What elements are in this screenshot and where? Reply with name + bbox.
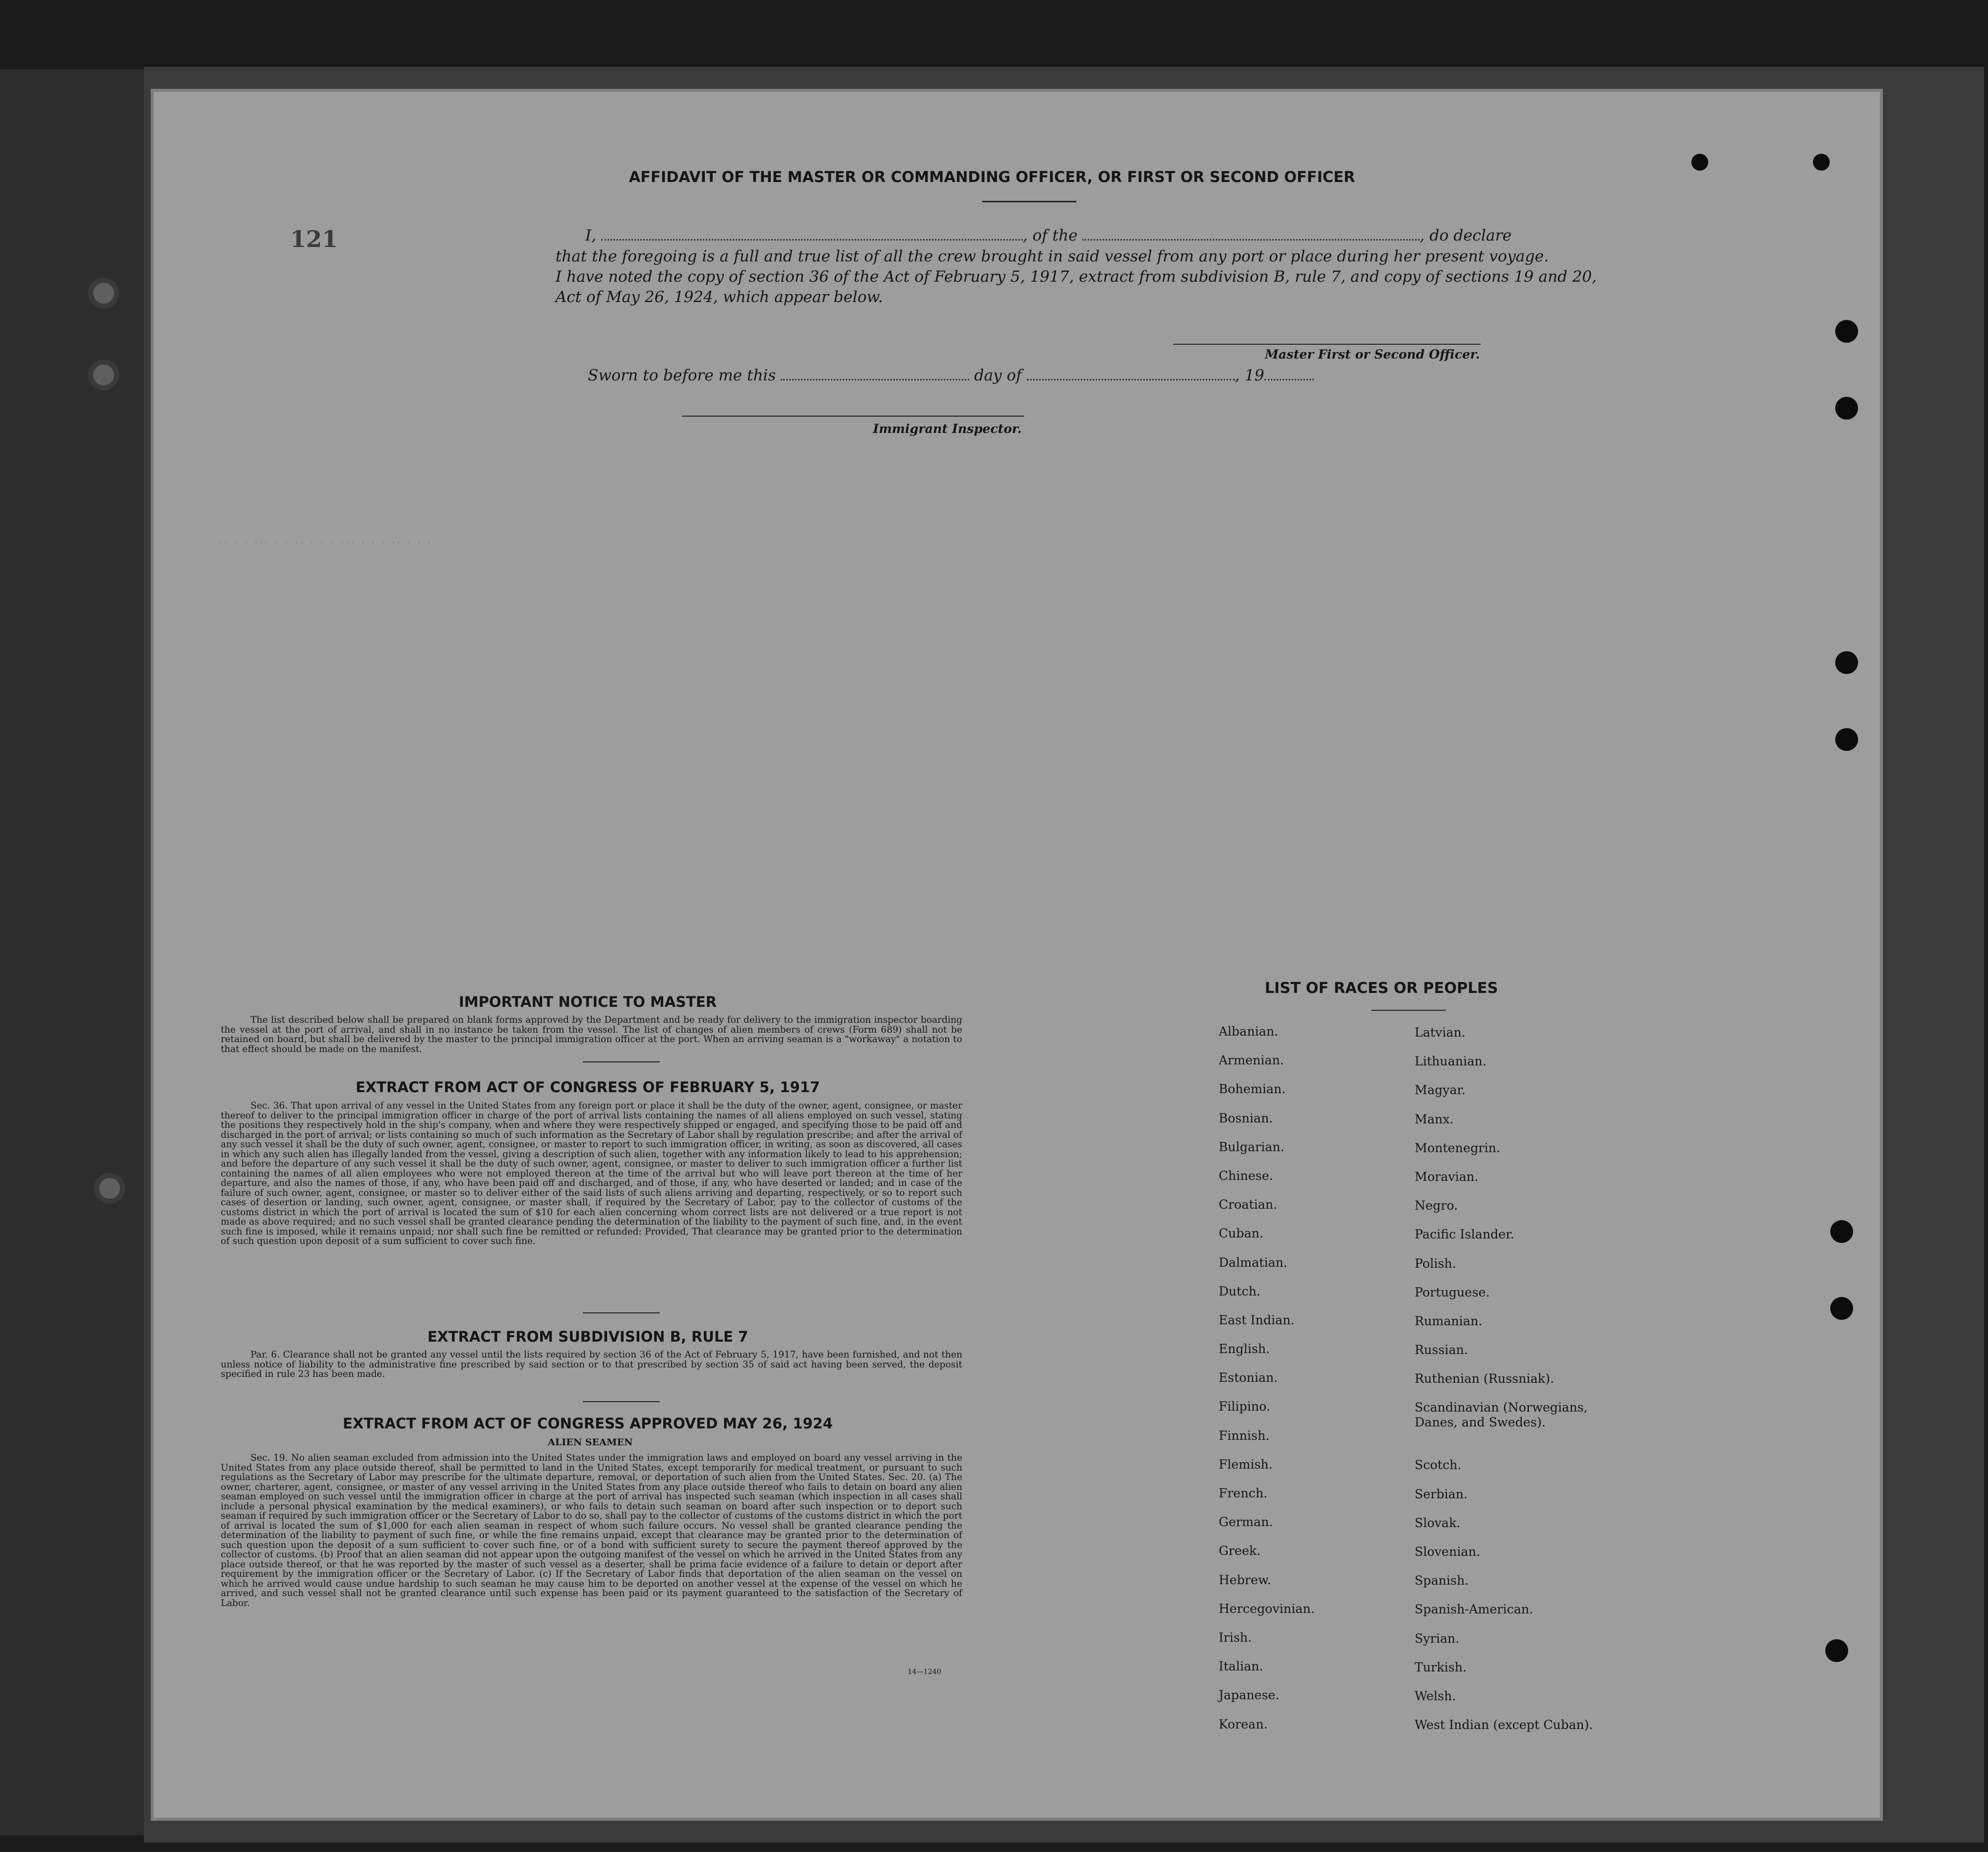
affidavit-do-declare: , do declare — [1420, 227, 1512, 245]
race-item: Ruthenian (Russniak). — [1415, 1371, 1554, 1386]
day-blank — [781, 366, 969, 380]
race-item: Spanish-American. — [1415, 1602, 1533, 1617]
binder-edge — [0, 69, 164, 1835]
affidavit-i: I, — [585, 227, 597, 245]
title-rule — [982, 201, 1076, 202]
race-item: French. — [1219, 1486, 1268, 1500]
extract-1917-title: EXTRACT FROM ACT OF CONGRESS OF FEBRUARY 5, 1917 — [355, 1079, 820, 1096]
sheet-hole — [1830, 1297, 1853, 1320]
race-item: Chinese. — [1219, 1168, 1273, 1183]
sworn-year: , 19 — [1235, 367, 1264, 384]
race-item: Dalmatian. — [1219, 1255, 1288, 1270]
race-item: Scandinavian (Norwegians, Danes, and Swedes). — [1415, 1400, 1588, 1430]
manifest-sheet — [154, 92, 1880, 1818]
vessel-blank — [1082, 226, 1420, 241]
race-item: Finnish. — [1219, 1428, 1270, 1443]
sheet-hole — [1835, 320, 1858, 343]
sheet-hole — [1830, 1220, 1853, 1243]
page-stamp: 121 — [290, 226, 338, 252]
sworn-before: Sworn to before me this — [588, 367, 776, 384]
race-item: Estonian. — [1219, 1370, 1278, 1385]
race-item: Bosnian. — [1219, 1111, 1273, 1125]
form-number: 14—1240 — [908, 1668, 941, 1676]
races-column-2 — [1415, 1025, 1623, 1746]
race-item: Croatian. — [1219, 1197, 1278, 1212]
sheet-hole — [1835, 651, 1858, 674]
rule7-body: Par. 6. Clearance shall not be granted any vessel until the lists required by section 36 of the Act of February 5, 1917, have been furnished, and not then unless notice of liability to the administrative fine prescribed by said section or to that prescribed by section 35 of said act having been served, the deposit specified in rule 23 has been made. — [221, 1350, 962, 1379]
race-item: Lithuanian. — [1415, 1054, 1487, 1069]
year-blank — [1264, 366, 1314, 380]
race-item: Pacific Islander. — [1415, 1227, 1514, 1242]
race-item: Scotch. — [1415, 1458, 1462, 1473]
binder-hole — [88, 360, 119, 390]
race-item: Montenegrin. — [1415, 1140, 1500, 1155]
race-item: Welsh. — [1415, 1688, 1456, 1703]
race-item: Moravian. — [1415, 1169, 1479, 1184]
race-item: Filipino. — [1219, 1399, 1270, 1414]
race-item: German. — [1219, 1515, 1273, 1530]
race-item: Cuban. — [1219, 1226, 1264, 1241]
sheet-hole — [1835, 728, 1858, 751]
race-item: Bohemian. — [1219, 1082, 1286, 1097]
section-divider — [583, 1312, 660, 1313]
race-item: Rumanian. — [1415, 1313, 1483, 1328]
binder-hole — [94, 1173, 125, 1204]
race-item: Hebrew. — [1219, 1572, 1271, 1587]
race-item: Japanese. — [1219, 1688, 1280, 1703]
extract-1924-body: Sec. 19. No alien seaman excluded from admission into the United States under the immigration laws and employed on board any vessel arriving in the United States from any place outside thereof, shall be permitted to land in the United States, except temporarily for medical treatment, or pursuant to such regulations as the Secretary of Labor may prescribe for the ultimate departure, removal, or deportation of such alien from the United States. Sec. 20. (a) The owner, charterer, agent, consignee, or master of any vessel arriving in the United States from any place outside thereof who fails to detain on board any alien seaman employed on such vessel until the immigration officer in charge at the port of arrival has inspected such seaman (which inspection in all cases shall include a personal physical examination by the medical examiners), or who fails to detain such seaman on board after such inspection or to deport such seaman if required by such immigration officer or the Secretary of Labor to do so, shall pay to the collector of customs of the customs district in which the port of arrival is located the sum of $1,000 for each alien seaman in respect of whom such failure occurs. No vessel shall be granted clearance pending the determination of the liability to payment of such fine, or while the fine remains unpaid, except that clearance may be granted prior to the determination of such question upon the deposit of a sum sufficient to cover such fine, or of a bond with sufficient surety to secure the payment thereof approved by the collector of customs. (b) Proof that an alien seaman did not appear upon the outgoing manifest of the vessel on which he arrived in the United States from any place outside thereof, or that he was reported by the master of such vessel as a deserter, shall be prima facie evidence of a failure to detain or deport after requirement by the immigration officer or the Secretary of Labor. (c) If the Secretary of Labor finds that deportation of the alien seaman on the vessel on which he arrived would cause undue hardship to such seaman he may cause him to be deported on another vessel at the expense of the vessel on which he arrived, and such vessel shall not be granted clearance until such expense has been paid or its payment guaranteed to the satisfaction of the Secretary of Labor. — [221, 1453, 962, 1608]
race-item: Syrian. — [1415, 1631, 1460, 1646]
race-item: Dutch. — [1219, 1284, 1261, 1298]
inspector-signature-label: Immigrant Inspector. — [873, 422, 1022, 436]
affidavit-line1 — [585, 226, 1511, 246]
races-title: LIST OF RACES OR PEOPLES — [1264, 980, 1498, 997]
binder-hole — [88, 278, 119, 309]
race-item: Italian. — [1219, 1659, 1263, 1674]
affidavit-line4: Act of May 26, 1924, which appear below. — [556, 288, 883, 306]
master-signature-label: Master First or Second Officer. — [1265, 347, 1480, 362]
sworn-day-of: day of — [974, 367, 1022, 384]
rule7-title: EXTRACT FROM SUBDIVISION B, RULE 7 — [427, 1328, 748, 1345]
race-item: Hercegovinian. — [1219, 1601, 1315, 1616]
section-divider — [583, 1401, 660, 1402]
affidavit-of-the: , of the — [1022, 227, 1078, 245]
extract-1924-title: EXTRACT FROM ACT OF CONGRESS APPROVED MAY 26, 1924 — [343, 1415, 833, 1432]
race-item: Portuguese. — [1415, 1285, 1490, 1299]
race-item: English. — [1219, 1342, 1270, 1357]
affidavit-line2: that the foregoing is a full and true list of all the crew brought in said vessel from any port or place during her present voyage. — [556, 247, 1549, 265]
sworn-line — [588, 366, 1314, 385]
race-item: Manx. — [1415, 1111, 1454, 1126]
affidavit-title: AFFIDAVIT OF THE MASTER OR COMMANDING OFFICER, OR FIRST OR SECOND OFFICER — [628, 169, 1356, 186]
race-item: Latvian. — [1415, 1025, 1466, 1040]
notice-title: IMPORTANT NOTICE TO MASTER — [458, 993, 717, 1010]
month-blank — [1027, 366, 1235, 380]
race-item: Slovak. — [1415, 1515, 1461, 1530]
race-item: Armenian. — [1219, 1053, 1284, 1068]
master-signature-line — [1173, 344, 1481, 345]
name-blank — [601, 226, 1023, 241]
races-title-rule — [1371, 1010, 1446, 1011]
race-item: Greek. — [1219, 1543, 1261, 1558]
races-column-1 — [1219, 1024, 1382, 1746]
sheet-hole — [1691, 154, 1708, 171]
race-item: Flemish. — [1219, 1457, 1273, 1472]
race-item: West Indian (except Cuban). — [1415, 1718, 1593, 1732]
race-item: East Indian. — [1219, 1312, 1295, 1327]
race-item: Korean. — [1219, 1717, 1268, 1731]
race-item: Slovenian. — [1415, 1544, 1481, 1559]
race-item: Spanish. — [1415, 1573, 1469, 1588]
inspector-signature-line — [682, 416, 1024, 417]
affidavit-line3: I have noted the copy of section 36 of the Act of February 5, 1917, extract from subdivision B, rule 7, and copy of sections 19 and 20, — [556, 268, 1597, 286]
race-item: Albanian. — [1219, 1024, 1279, 1039]
race-item: Russian. — [1415, 1343, 1468, 1358]
notice-body: The list described below shall be prepared on blank forms approved by the Department and be ready for delivery to the immigration inspector boarding the vessel at the port of arrival, and shall in no instance be taken from the vessel. The list of changes of alien members of crews (Form 689) shall not be retained on board, but shall be delivered by the master to the principal immigration officer at the port. When an arriving seaman is a "workaway" a notation to that effect should be made on the manifest. — [221, 1015, 962, 1054]
sheet-hole — [1813, 154, 1830, 171]
race-item: Bulgarian. — [1219, 1139, 1285, 1154]
race-item: Serbian. — [1415, 1486, 1468, 1501]
sheet-hole — [1835, 397, 1858, 420]
bleed-through-text: ·· · · ··· · · ·· · · · ··· · · · ·· · · · — [218, 536, 433, 551]
race-item: Irish. — [1219, 1630, 1252, 1645]
section-divider — [583, 1061, 660, 1062]
race-item: Negro. — [1415, 1198, 1458, 1213]
sheet-hole — [1825, 1639, 1848, 1662]
race-item: Magyar. — [1415, 1083, 1466, 1098]
race-item: Turkish. — [1415, 1660, 1467, 1674]
alien-seamen-heading: ALIEN SEAMEN — [548, 1437, 633, 1448]
extract-1917-body: Sec. 36. That upon arrival of any vessel in the United States from any foreign port or place it shall be the duty of the owner, agent, consignee, or master thereof to deliver to the principal immigration officer in charge of the port of arrival lists containing the names of all aliens employed on such vessel, stating the positions they respectively hold in the ship's company, when and where they were respectively shipped or engaged, and specifying those to be paid off and discharged in the port of arrival; or lists containing so much of such information as the Secretary of Labor shall by regulation prescribe; and after the arrival of any such vessel it shall be the duty of such owner, agent, consignee, or master to report to such immigration officer, in writing, as soon as discovered, all cases in which any such alien has illegally landed from the vessel, giving a description of such alien, together with any information likely to lead to his apprehension; and before the departure of any such vessel it shall be the duty of such owner, agent, consignee, or master to deliver to such immigration officer a further list containing the names of all alien employees who were not employed thereon at the time of the arrival but who will leave port thereon at the time of her departure, and also the names of those, if any, who have been paid off and discharged, and of those, if any, who have deserted or landed; and in case of the failure of such owner, agent, consignee, or master so to deliver either of the said lists of such aliens arriving and departing, respectively, or so to report such cases of desertion or landing, such owner, agent, consignee, or master shall, if required by the Secretary of Labor, pay to the collector of customs of the customs district in which the port of arrival is located the sum of $10 for each alien concerning whom correct lists are not delivered or a true report is not made as above required; and no such vessel shall be granted clearance pending the determination of the liability to the payment of such fine, and, in the event such fine is imposed, while it remains unpaid; nor shall such fine be remitted or refunded: Provided, That clearance may be granted prior to the determination of such question upon deposit of a sum sufficient to cover such fine. — [221, 1101, 962, 1246]
race-item: Polish. — [1415, 1256, 1456, 1271]
